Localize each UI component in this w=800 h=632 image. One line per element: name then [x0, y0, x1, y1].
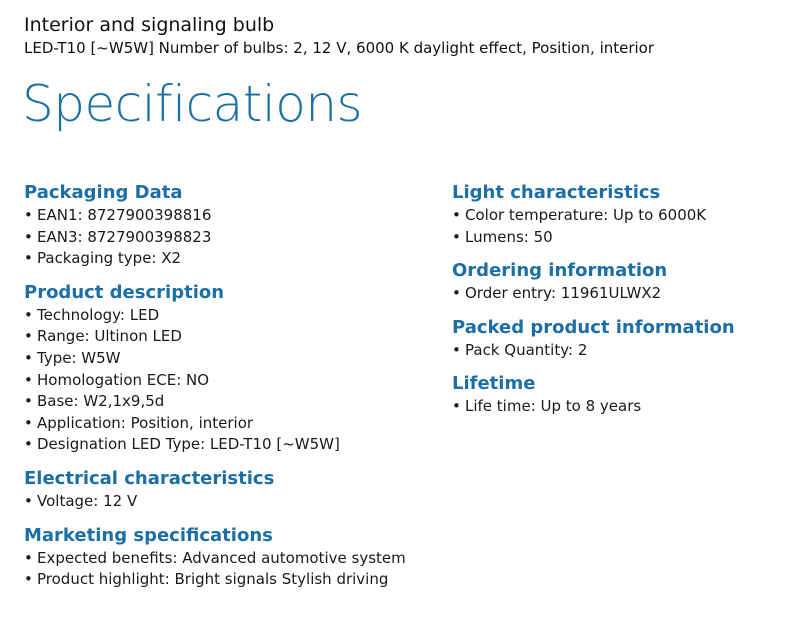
bullet-icon: • — [452, 397, 461, 416]
spec-item — [24, 491, 444, 513]
spec-item-text: Voltage: 12 V — [37, 491, 138, 510]
spec-item — [24, 391, 444, 413]
spec-item — [24, 305, 444, 327]
section-title: Ordering information — [452, 260, 668, 282]
spec-item — [24, 569, 444, 591]
spec-item-text: Expected benefits: Advanced automotive system — [37, 548, 406, 567]
spec-item-text: Order entry: 11961ULWX2 — [465, 284, 662, 303]
spec-list — [452, 205, 792, 248]
spec-list — [452, 283, 792, 305]
bullet-icon: • — [24, 491, 33, 510]
section-product-description — [24, 280, 444, 456]
section-title: Light characteristics — [452, 182, 661, 203]
section-packed-product-information — [452, 315, 792, 362]
spec-item-text: Technology: LED — [37, 305, 160, 324]
page-title: Specifications — [22, 75, 363, 133]
spec-list — [24, 205, 444, 270]
section-electrical-characteristics — [24, 466, 444, 513]
spec-item — [452, 227, 792, 249]
spec-item — [452, 205, 792, 227]
spec-item-text: Range: Ultinon LED — [37, 327, 182, 346]
bullet-icon: • — [452, 340, 461, 359]
bullet-icon: • — [24, 370, 33, 389]
bullet-icon: • — [24, 548, 33, 567]
bullet-icon: • — [452, 227, 461, 246]
spec-list — [452, 340, 792, 362]
bullet-icon: • — [24, 413, 33, 432]
spec-item-text: Life time: Up to 8 years — [465, 397, 642, 416]
spec-item — [24, 348, 444, 370]
spec-item-text: Packaging type: X2 — [37, 249, 182, 268]
section-lifetime — [452, 371, 792, 418]
product-header — [24, 12, 654, 58]
bullet-icon: • — [24, 227, 33, 246]
right-column — [452, 180, 792, 428]
spec-list — [24, 305, 444, 456]
spec-item-text: Homologation ECE: NO — [37, 370, 210, 389]
section-title: Product description — [24, 281, 225, 303]
bullet-icon: • — [452, 284, 461, 303]
bullet-icon: • — [24, 249, 33, 268]
section-title: Packed product information — [452, 316, 735, 338]
spec-item — [24, 548, 444, 570]
bullet-icon: • — [24, 327, 33, 346]
spec-item-text: Color temperature: Up to 6000K — [465, 206, 707, 224]
section-light-characteristics — [452, 180, 792, 248]
spec-item-text: EAN3: 8727900398823 — [37, 227, 212, 246]
spec-list — [24, 491, 444, 513]
bullet-icon: • — [24, 348, 33, 367]
section-title: Marketing specifications — [24, 524, 273, 546]
left-column — [24, 180, 444, 601]
spec-item — [452, 396, 792, 418]
spec-item — [24, 370, 444, 392]
spec-list — [24, 548, 444, 591]
spec-item — [24, 248, 444, 270]
spec-item-text: EAN1: 8727900398816 — [37, 206, 212, 224]
section-title: Electrical characteristics — [24, 467, 275, 489]
spec-item-text: Designation LED Type: LED-T10 [~W5W] — [37, 435, 340, 454]
spec-item — [24, 227, 444, 249]
spec-item-text: Type: W5W — [37, 348, 121, 367]
product-title: Interior and signaling bulb — [24, 14, 275, 36]
section-title: Lifetime — [452, 373, 536, 395]
bullet-icon: • — [24, 435, 33, 454]
product-subtitle: LED-T10 [~W5W] Number of bulbs: 2, 12 V, 6000 K daylight effect, Position, interior — [24, 39, 655, 57]
spec-item-text: Base: W2,1x9,5d — [37, 392, 165, 411]
spec-item-text: Application: Position, interior — [37, 413, 254, 432]
spec-item — [452, 283, 792, 305]
section-ordering-information — [452, 258, 792, 305]
bullet-icon: • — [24, 392, 33, 411]
spec-item — [24, 413, 444, 435]
spec-item-text: Pack Quantity: 2 — [465, 340, 588, 359]
section-packaging-data — [24, 180, 444, 270]
spec-list — [452, 396, 792, 418]
spec-item-text: Product highlight: Bright signals Stylish driving — [37, 570, 389, 589]
bullet-icon: • — [24, 305, 33, 324]
bullet-icon: • — [24, 206, 33, 224]
bullet-icon: • — [452, 206, 461, 224]
spec-item — [24, 205, 444, 227]
spec-item — [452, 340, 792, 362]
section-title: Packaging Data — [24, 182, 183, 203]
spec-item — [24, 326, 444, 348]
spec-item-text: Lumens: 50 — [465, 227, 553, 246]
section-marketing-specifications — [24, 523, 444, 591]
spec-item — [24, 434, 444, 456]
bullet-icon: • — [24, 570, 33, 589]
